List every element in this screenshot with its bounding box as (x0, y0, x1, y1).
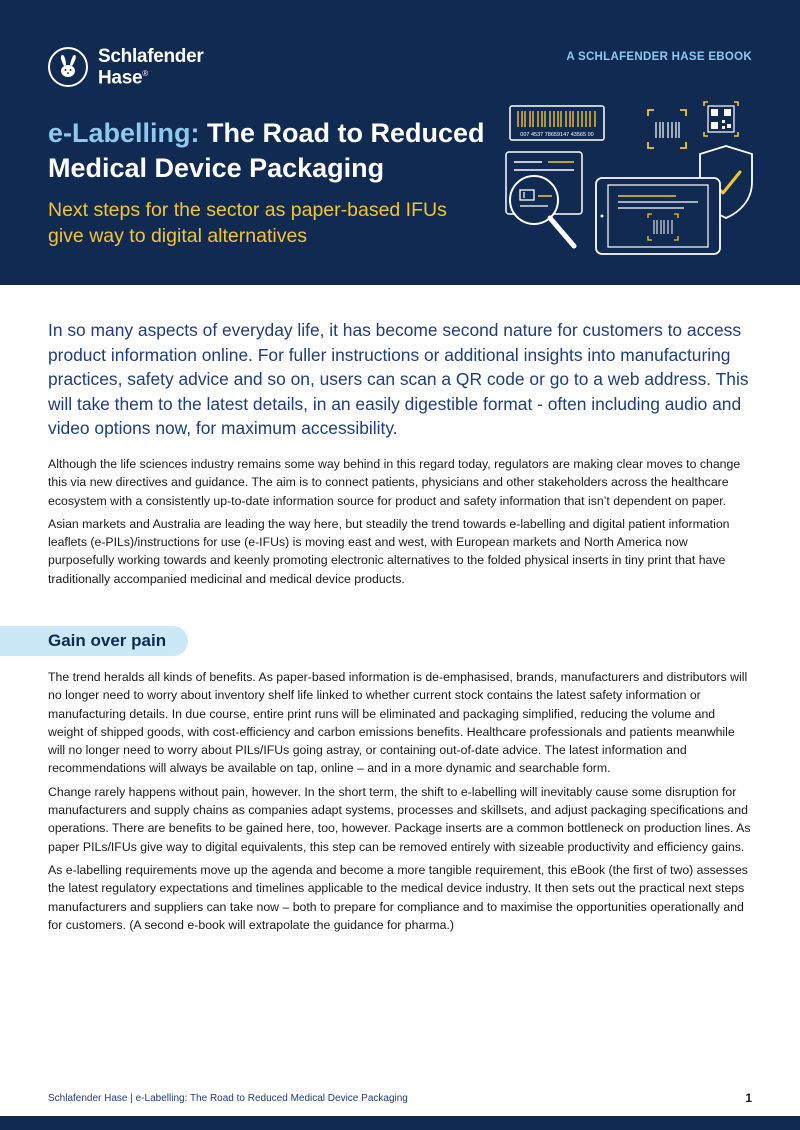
brand-line-1: Schlafender (98, 45, 204, 67)
body-paragraph: Asian markets and Australia are leading the way here, but steadily the trend towards e-labelling and digital patient information leaflets (e-PILs)/instructions for use (e-IFUs) is moving east and west, with European markets and North America now purposefully working towards and keenly promoting electronic alternatives to the folded physical inserts in tiny print that have traditionally accompanied medicinal and medical device products. (48, 516, 730, 586)
barcode-icon (510, 106, 604, 140)
footer-bar (0, 1116, 800, 1130)
body-paragraph: As e-labelling requirements move up the agenda and become a more tangible requirement, this eBook (the first of two) assesses the latest regulatory expectations and timelines applicable to the medical device industry. It then sets out the practical next steps manufacturers and suppliers can take now – both to prepare for compliance and to maximise the opportunities operationally and for customers. (A second e-book will extrapolate the guidance for pharma.) (48, 862, 748, 932)
tablet-icon (596, 178, 720, 254)
title-rest: The Road to Reduced Medical Device Packaging (48, 118, 485, 183)
section-body (48, 668, 753, 939)
lead-paragraph: In so many aspects of everyday life, it has become second nature for customers to access product information online. For fuller instructions or additional insights into manufacturing practices, safety advice and so on, users can scan a QR code or go to a web address. This will take them to the latest details, in an easily digestible format - often including audio and video options now, for maximum accessibility. (48, 320, 749, 438)
e-labelling-illustration (498, 96, 760, 256)
section-heading-gain-over-pain: Gain over pain (0, 626, 188, 656)
body-paragraph: Change rarely happens without pain, however. In the short term, the shift to e-labelling will inevitably cause some disruption for manufacturers and supply chains as companies adapt systems, processes and skillsets, and adjust packaging specifications and operations. There are benefits to be gained here, too, however. Package inserts are a common bottleneck on production lines. As paper PILs/IFUs give way to digital equivalents, this step can be removed entirely with sizeable productivity and efficiency gains. (48, 784, 751, 854)
brand-name (98, 45, 204, 89)
rabbit-logo-icon (48, 47, 88, 87)
document-title (48, 116, 508, 186)
brand-logo (48, 47, 203, 87)
title-accent: e-Labelling: (48, 118, 200, 148)
ebook-label: A SCHLAFENDER HASE EBOOK (566, 51, 752, 63)
body-paragraph: The trend heralds all kinds of benefits. As paper-based information is de-emphasised, brands, manufacturers and distributors will no longer need to worry about inventory shelf life linked to whether current stock contains the latest safety information or manufacturing details. In due course, entire print runs will be eliminated and packaging simplified, reducing the volume and weight of shipped goods, with cost-efficiency and carbon emissions benefits. Healthcare professionals and patients meanwhile will no longer need to worry about PILs/IFUs going astray, or containing out-of-date advice. The latest information and recommendations will always be available on tap, online – and in a more dynamic and searchable form. (48, 670, 748, 776)
brand-line-2: Hase (98, 67, 143, 89)
intro-body (48, 455, 753, 593)
document-subtitle: Next steps for the sector as paper-based IFUs give way to digital alternatives (48, 199, 447, 247)
magnifier-icon (510, 176, 574, 246)
scan-frame (648, 110, 686, 148)
page-number: 1 (745, 1091, 752, 1105)
registered-mark: ® (142, 68, 148, 78)
barcode-number: 007 4537 78659147 43565 00 (520, 132, 594, 138)
qr-code-icon (704, 102, 738, 136)
cover-header (0, 0, 800, 285)
footer-running-title: Schlafender Hase | e-Labelling: The Road to Reduced Medical Device Packaging (48, 1093, 408, 1104)
body-paragraph: Although the life sciences industry remains some way behind in this regard today, regulators are making clear moves to change this via new directives and guidance. The aim is to connect patients, physicians and other stakeholders across the healthcare ecosystem with a consistently up-to-date information source for product and safety information that isn’t dependent on paper. (48, 457, 741, 508)
